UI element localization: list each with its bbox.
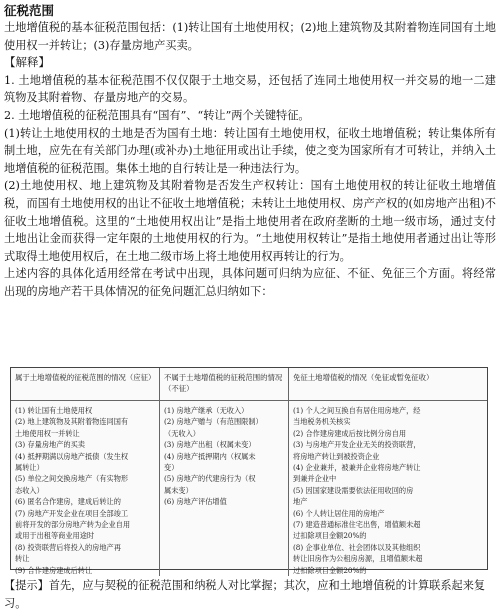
list-item: (6) 匿名合作建房，建成后转让的 (15, 497, 121, 507)
summary-paragraph: 上述内容的具体化适用经常在考试中出现，具体问题可归纳为应征、不征、免征三个方面。将经常出现的房地产若干具体情况的征免问题汇总归纳如下： (4, 267, 496, 298)
column-nontaxable (160, 368, 289, 576)
list-item: (4) 抵押期满以房地产抵债（发生权 (15, 451, 129, 461)
list-taxable (11, 401, 159, 576)
list-item: (9) 合作建房建成后转让 (15, 565, 93, 575)
section-title: 征税范围 (4, 3, 55, 18)
explain-tag: 【解释】 (4, 55, 50, 70)
list-item: (2) 地上建筑物及其附着物连同国有 (15, 417, 129, 427)
explain-point-2: 2. 土地增值税的征税范围具有“国有”、“转让”两个关键特征。 (4, 108, 310, 122)
list-item: (2) 房地产赠与（有范围限制） (164, 417, 263, 427)
list-item: 将房地产转让到被投资企业 (293, 451, 380, 461)
list-item: （无收入） (164, 428, 200, 438)
column-exempt (289, 368, 487, 576)
column-taxable (11, 368, 160, 576)
list-item: (3) 与房地产开发企业无关的投资联营， (293, 440, 421, 450)
document-page (4, 2, 496, 301)
explain-point-2-2: (2)土地使用权、地上建筑物及其附着物是否发生产权转让：国有土地使用权的转让征收土地增值税，而国有土地使用权的出让不征收土地增值税；未转让土地使用权、房产产权的(如房地产出租)不征收土地增值税。这里的“土地使用权出让”是指土地使用者在政府垄断的土地一级市场，通过支付土地出让金而获得一定年限的土地使用权的行为。“土地使用权转让”是指土地使用者通过出让等形式取得土地使用权后，在土地二级市场上将土地使用权再转让的行为。 (4, 179, 496, 263)
header-nontaxable: 不属于土地增值税的征税范围的情况（不征） (160, 368, 288, 401)
list-item: (8) 投资联营后将投入的房地产再 (15, 542, 121, 552)
explain-point-2-1: (1)转让土地使用权的土地是否为国有土地：转让国有土地使用权，征收土地增值税；转让集体所有制土地，应先在有关部门办理(或补办)土地征用或出让手续，使之变为国家所有才可转让，并纳入土地增值税的征税范围。集体土地的自行转让是一种违法行为。 (4, 126, 496, 175)
list-item: 过扣除项目金额20%的 (293, 531, 367, 541)
list-item: (6) 个人转让居住用的房地产 (293, 508, 385, 518)
list-item: 属转让） (15, 463, 44, 473)
list-item: 地产 (293, 497, 308, 507)
list-item: 当地税务机关核实 (293, 417, 351, 427)
header-taxable: 属于土地增值税的征税范围的情况（应征） (11, 368, 159, 401)
intro-paragraph: 土地增值税的基本征税范围包括：(1)转让国有土地使用权；(2)地上建筑物及其附着物连同国有土地使用权一并转让；(3)存量房地产买卖。 (4, 21, 496, 52)
header-exempt: 免征土地增值税的情况（免征或暂免征收） (289, 368, 487, 401)
list-item: 或用于出租等商业用途时 (15, 531, 95, 541)
list-item: (5) 房地产的代建房行为（权 (164, 474, 256, 484)
list-item: (1) 转让国有土地使用权 (15, 406, 93, 415)
list-item: (1) 个人之间互换自有居住用房地产，经 (293, 406, 421, 415)
list-item: 属未变） (164, 485, 193, 495)
list-item: (4) 房地产抵押期内（权属未 (164, 451, 256, 461)
list-item: (3) 房地产出租（权属未变） (164, 440, 256, 450)
list-item: 变） (164, 463, 179, 473)
list-item: (3) 存量房地产的买卖 (15, 440, 85, 450)
list-item: (6) 房地产评估增值 (164, 497, 227, 507)
list-item: 转让 (15, 554, 30, 564)
tip-paragraph: 【提示】首先，应与契税的征税范围和纳税人对比掌握；其次，应和土地增值税的计算联系起来复习。 (4, 579, 486, 610)
list-item: 转让旧房作为公租房房源，且增值额未超 (293, 554, 423, 564)
list-item: (7) 房地产开发企业在项目全部竣工 (15, 508, 129, 518)
list-item: 土地使用权一并转让 (15, 428, 80, 438)
list-item: (2) 合作建房建成后按比例分房自用 (293, 428, 407, 438)
tax-scope-table (10, 367, 488, 575)
list-item: (8) 企事业单位、社会团体以及其他组织 (293, 542, 421, 552)
list-item: 前将开发的部分房地产转为企业自用 (15, 520, 131, 530)
list-item: (5) 单位之间交换房地产（有实物形 (15, 474, 129, 484)
list-item: 过扣除项目金额20%的 (293, 565, 367, 575)
explain-point-1: 1. 土地增值税的基本征税范围不仅仅限于土地交易，还包括了连同土地使用权一并交易的地一二建筑物及其附着物、存量房地产的交易。 (4, 73, 496, 105)
list-item: (7) 建造普通标准住宅出售，增值额未超 (293, 520, 421, 530)
list-exempt (289, 401, 487, 576)
list-nontaxable (160, 401, 288, 508)
list-item: (4) 企业兼并，被兼并企业将房地产转让 (293, 463, 421, 473)
list-item: (1) 房地产继承（无收入） (164, 406, 249, 415)
list-item: (5) 因国家建设需要依法征用收回的房 (293, 485, 414, 495)
list-item: 态收入） (15, 485, 44, 495)
list-item: 到兼并企业中 (293, 474, 337, 484)
